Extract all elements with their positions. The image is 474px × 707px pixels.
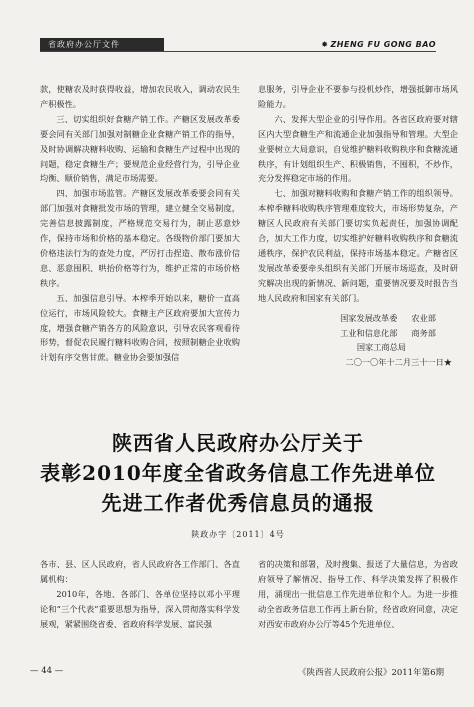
star-icon: ✸ — [321, 40, 329, 49]
lower-left-column — [40, 557, 240, 632]
upper-right-column — [258, 82, 458, 370]
signer: 农业部 — [411, 312, 436, 323]
paragraph: 四、加强市场监管。产糖区发展改革委要会同有关部门加强对食糖批发市场的管理，建立健全交易制度，完善信息披露制度，严格规范交易行为，制止恶意炒作，保持市场和价格的基本稳定。各级物价部门要加大价格违法行为的查处力度，严厉打击捏造、散布涨价信息、恶意囤积、哄抬价格等行为，维护正常的市场价格秩序。 — [40, 188, 240, 288]
paragraph: 款，使糖农及时获得收益，增加农民收入，调动农民生产积极性。 — [40, 84, 240, 109]
journal-name — [321, 38, 436, 51]
signer: 国家工商总局 — [356, 342, 406, 353]
signer-row-1 — [258, 311, 458, 326]
page-footer — [30, 666, 444, 678]
publication-source: 《陕西省人民政府公报》2011年第6期 — [297, 668, 444, 678]
document-number: 陕政办字〔2011〕4号 — [191, 530, 285, 539]
notice-title — [40, 428, 436, 518]
paragraph: 七、加强对糖料收购和食糖产销工作的组织领导。本榨季糖料收购秩序管理难度较大，市场形势复杂，产糖区人民政府有关部门要切实负起责任，加强协调配合，加大工作力度，切实维护好糖料收购秩序和食糖流通秩序，保护农民利益，保持市场基本稳定。产糖省区发展改革委要牵头组织有关部门开展市场巡查，及时研究解决出现的新情况、新问题，重要情况要及时报告当地人民政府和国家有关部门。 — [258, 188, 458, 303]
lower-right-column — [258, 557, 458, 632]
title-line: 陕西省人民政府办公厅关于 — [112, 431, 364, 455]
signer: 工业和信息化部 — [340, 327, 398, 338]
paragraph: 五、加强信息引导。本榨季开始以来，糖价一直高位运行，市场风险较大。食糖主产区政府要加大宣传力度，增强食糖产销各方的风险意识，引导农民客观看待形势，督促农民履行糖料收购合同，按照制糖企业收购计划有序交售甘蔗。糖业协会要加强信 — [40, 292, 240, 363]
issue-date: 二〇一〇年十二月三十一日★ — [345, 357, 452, 368]
paragraph: 省的决策和部署，及时搜集、报送了大量信息，为省政府领导了解情况、指导工作、科学决策发挥了积极作用，涌现出一批信息工作先进单位和个人。为进一步推动全省政务信息工作再上新台阶，经省政府同意，决定对西安市政府办公厅等45个先进单位、 — [258, 559, 458, 629]
upper-left-column — [40, 82, 240, 365]
title-line: 表彰2010年度全省政务信息工作先进单位 — [40, 461, 436, 485]
section-label: 省政府办公厅文件 — [40, 38, 164, 51]
signatories — [258, 311, 458, 371]
signer-row-2 — [258, 326, 458, 341]
journal-name-text: ZHENG FU GONG BAO — [330, 40, 436, 49]
signer: 国家发展改革委 — [340, 312, 398, 323]
title-line: 先进工作者优秀信息员的通报 — [101, 491, 375, 515]
paragraph: 息服务，引导企业不要参与投机炒作，增强抵御市场风险能力。 — [258, 84, 458, 109]
paragraph: 六、发挥大型企业的引导作用。各省区政府要对辖区内大型食糖生产和流通企业加强指导和管理。大型企业要树立大局意识，自觉维护糖料收购秩序和食糖流通秩序，有计划组织生产、积极销售，不囤积，不炒作，充分发挥稳定市场的作用。 — [258, 113, 458, 184]
running-header — [40, 38, 436, 52]
paragraph: 三、切实组织好食糖产销工作。产糖区发展改革委要会同有关部门加强对制糖企业食糖产销工作的指导，及时协调解决糖料收购、运输和食糖生产过程中出现的问题，稳定食糖生产；要规范企业经营行为，引导企业均衡、顺价销售，满足市场需要。 — [40, 113, 240, 184]
paragraph: 2010年，各地、各部门、各单位坚持以邓小平理论和“三个代表”重要思想为指导，深入贯彻落实科学发展观，紧紧围绕省委、省政府科学发展、富民强 — [40, 588, 240, 629]
paragraph: 各市、县、区人民政府，省人民政府各工作部门、各直属机构： — [40, 559, 240, 584]
page-number: — 44 — — [30, 666, 64, 676]
signer: 商务部 — [411, 327, 436, 338]
